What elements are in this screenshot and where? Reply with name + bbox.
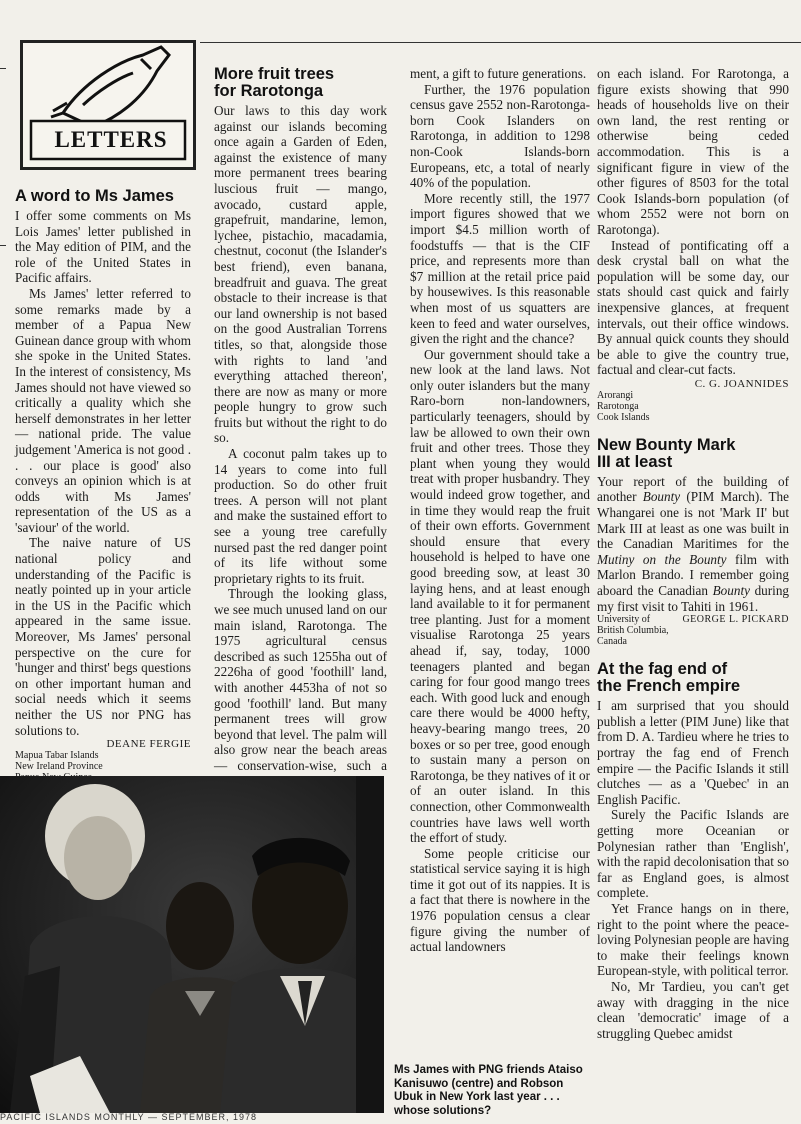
paragraph: No, Mr Tardieu, you can't get away with dragging in the nice clean 'democratic' image of a struggling Quebec amidst: [597, 978, 789, 1041]
letter-2-part-2: [410, 66, 590, 955]
address-line: Canada: [597, 636, 627, 648]
paragraph: Further, the 1976 population census gave 2552 non-Rarotonga-born Cook Islanders on Rarotonga, in addition to 1298 non-Cook Islands-born Europeans, etc, a total of nearly 40% of the population.: [410, 81, 590, 191]
address-line: Mapua Tabar Islands: [15, 750, 99, 762]
letter-3-signature: GEORGE L. PICKARD: [682, 614, 789, 626]
letter-1: [15, 188, 191, 783]
photo: [0, 776, 384, 1113]
paragraph: Your report of the building of another Bounty (PIM March). The Whangarei one is not 'Mark II' but Mark III at least as one was built in the Canadian Maritimes for the Mutiny on the Bounty film with Marlon Brando. I remember going aboard the Canadian Bounty during my first visit to Tahiti in 1961.: [597, 473, 790, 614]
column-4: [597, 66, 789, 1041]
address-line: New Ireland Province: [15, 761, 103, 773]
address-line: Rarotonga: [597, 400, 639, 412]
paragraph: Through the looking glass, we see much unused land on our main island, Rarotonga. The 1975 agricultural census described as such 1255ha out of 2226ha of good 'foothill' land, with another 4453ha of not so good 'foothill' land. But many permanent trees will grow beyond that level. The palm will also grow near the beach areas — conservation-wise, such a: [214, 586, 387, 773]
title-line: the French empire: [597, 677, 741, 696]
address-line: University of: [597, 614, 651, 626]
section-label: LETTERS: [54, 127, 168, 152]
title-line: III at least: [597, 452, 673, 471]
paragraph: I am surprised that you should publish a letter (PIM June) like that from D. A. Tardieu where he tries to portray the fag end of French empire — the Pacific Islands it still clutches — as a 'Quebec' in an English Pacific.: [597, 698, 789, 807]
title-line: New Bounty Mark: [597, 435, 736, 454]
paragraph: Ms James' letter referred to some remarks made by a member of a Papua New Guinean dance group with whom she spoke in the United States. In the interest of consistency, Ms James should not have viewed so critically a quality which she herself demonstrates in her letter — national pride. The value judgement 'America is not good . . . our place is good' also conveys an opinion which is at odds with Ms James' representation of the US as a 'saviour' of the world.: [15, 285, 191, 535]
letter-3-signoff: [597, 614, 789, 647]
letter-1-signature: DEANE FERGIE: [106, 738, 191, 751]
address-line: British Columbia,: [597, 625, 669, 637]
paragraph: The naive nature of US national policy and understanding of the Pacific is neatly pointed up in your article in the US in the Pacific which appeared in the same issue. Moreover, Ms James' personal perspective on the cure for 'hunger and thirst' begs questions on other important human and social needs which it seems neither the US nor PNG has solutions to.: [15, 535, 191, 738]
letter-3-title: [597, 437, 789, 471]
paragraph: Our government should take a new look at the land laws. Not only outer islanders but the many Raro-born non-landowners, particularly teenagers, should by law be allowed to own their own fruit and other trees. Those they plant when young they would treat with proper husbandry. They would indeed grow together, and in time they would reap the fruit of their own efforts. Government should ensure that every household is helped to have one good breeding sow, at least 30 laying hens, and at least enough land available to it for permanent tree planting. Just for a moment visualise Rarotonga 25 years ahead if, say, today, 1000 teenagers planted and began caring for four good mango trees each. With good luck and enough care there would be 4000 hefty, heavy-bearing mango trees, 20 boxes or so per tree, good enough to sustain many a person on Rarotonga, be they natives of it or of an outer island. In this connection, other Commonwealth countries have laws well worth the effort of study.: [410, 346, 590, 846]
letter-2-part-1: [214, 66, 387, 789]
paragraph: More recently still, the 1977 import figures showed that we import $4.5 million worth of foodstuffs — that is the CIF price, and represents more than $7 million at the retail price paid by housewives. Is this reasonable when most of us squatters are keen to feed and water ourselves, given the right and the chance?: [410, 190, 590, 347]
title-line: At the fag end of: [597, 660, 728, 679]
paragraph: Instead of pontificating off a desk crystal ball on what the population will be some day, our stats should cast quick and fairly inexpensive glances, at frequent intervals, out their office windows. By annual quick counts they should be able to give the country true, factual and clear-cut facts.: [597, 237, 789, 378]
title-line: More fruit trees: [214, 65, 335, 83]
letter-4-title: [597, 661, 789, 695]
paragraph: A coconut palm takes up to 14 years to come into full production. So do other fruit trees. A person will not plant and make the sustained effort to see a young tree carefully nursed past the red danger point of its life without some proprietary rights to its fruit.: [214, 446, 387, 586]
address-line: Cook Islands: [597, 411, 650, 423]
address-line: Arorangi: [597, 389, 634, 401]
letter-2-title: [214, 66, 387, 100]
paragraph: Our laws to this day work against our islands becoming once again a Garden of Eden, against the existence of many more permanent trees bearing luscious fruit — mango, avocado, custard apple, grapefruit, mandarine, lemon, lychee, pistachio, macadamia, chestnut, coconut (the Islander's best friend), even banana, breadfruit and guava. The great obstacle to their increase is that our land ownership is not based on the good Australian Torrens titles, so that, alongside those with rights to land 'and everything attached thereon', there are now as many or more people hungry to grow such fruits but without the right to do so.: [214, 103, 387, 446]
edge-mark: [0, 245, 6, 246]
photo-image: [0, 776, 384, 1113]
paragraph: Surely the Pacific Islands are getting more Oceanian or Polynesian rather than 'English', with the rapid decolonisation that so far as England goes, is almost complete.: [597, 807, 789, 901]
edge-mark: [0, 68, 6, 69]
photo-caption: Ms James with PNG friends Ataiso Kanisuwo (centre) and Robson Ubuk in New York last year . . . whose solutions?: [394, 1064, 583, 1117]
paragraph: I offer some comments on Ms Lois James' letter published in the May edition of PIM, and the role of the United States in Pacific affairs.: [15, 208, 191, 286]
letters-logo: [20, 40, 196, 170]
title-line: for Rarotonga: [214, 82, 324, 100]
letter-1-title: A word to Ms James: [15, 187, 174, 205]
paragraph: ment, a gift to future generations.: [410, 66, 587, 81]
paragraph: Some people criticise our statistical service saying it is high time it got out of its nappies. It is a fact that there is nowhere in the 1976 population census a clear figure giving the number of actual landowners: [410, 845, 590, 955]
paragraph: on each island. For Rarotonga, a figure exists showing that 990 heads of households live on their own land, the rest renting or otherwise being ceded accommodation. This is a significant figure in view of the other figures of 8503 for the total Cook Islands-born population (of whom 2552 were not born on Rarotonga).: [597, 66, 789, 237]
letter-2-signature: C. G. JOANNIDES: [694, 377, 789, 390]
page-footer: PACIFIC ISLANDS MONTHLY — SEPTEMBER, 1978: [0, 1112, 258, 1122]
top-rule: [200, 42, 801, 43]
paragraph: Yet France hangs on in there, right to the point where the peace-loving Polynesian people are having to make their feelings known European-style, with political terror.: [597, 900, 789, 979]
